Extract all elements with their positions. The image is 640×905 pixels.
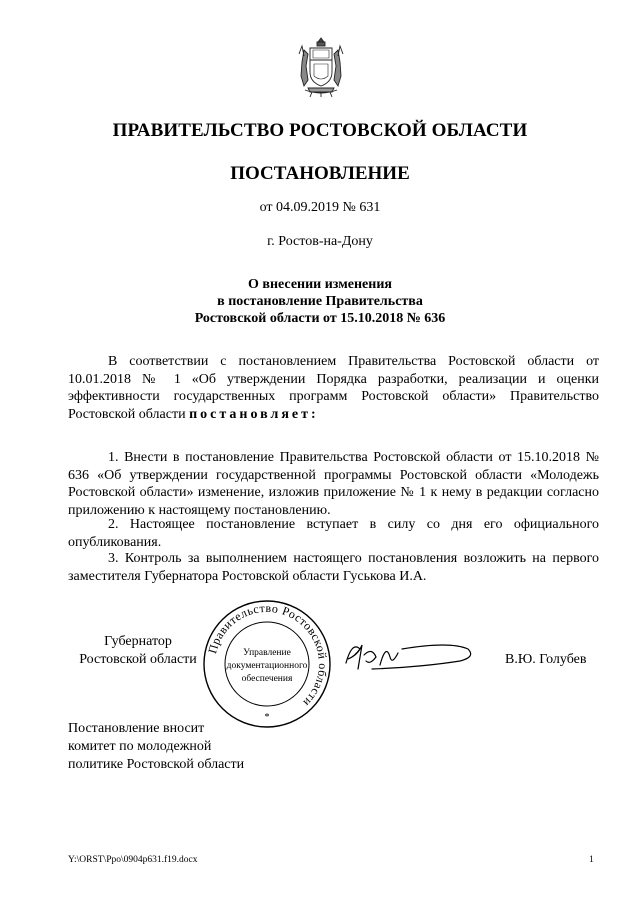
item-3-paragraph: 3. Контроль за выполнением настоящего постановления возложить на первого заместителя Губернатора Ростовской области Гуськова И.А. (68, 551, 599, 584)
organization-title: ПРАВИТЕЛЬСТВО РОСТОВСКОЙ ОБЛАСТИ (112, 120, 528, 141)
document-subject (0, 276, 640, 327)
signer-position (68, 633, 208, 669)
submitter-line-2: комитет по молодежной (68, 739, 212, 754)
seal-inner-line-3: обеспечения (241, 674, 293, 684)
submitter-line-1: Постановление вносит (68, 721, 205, 736)
subject-line-1: О внесении изменения (248, 277, 392, 292)
page-number: 1 (589, 855, 594, 865)
item-2-paragraph: 2. Настоящее постановление вступает в силу со дня его официального опубликования. (68, 517, 599, 550)
seal-outer-text: Правительство Ростовской области (205, 600, 331, 710)
document-city: г. Ростов-на-Дону (267, 234, 373, 249)
position-line-1: Губернатор (104, 634, 172, 649)
preamble-action: постановляет: (189, 406, 319, 422)
subject-line-2: в постановление Правительства (217, 294, 423, 309)
document-type: ПОСТАНОВЛЕНИЕ (230, 163, 410, 184)
seal-inner-line-1: Управление (243, 648, 291, 658)
item-1-paragraph: 1. Внести в постановление Правительства Ростовской области от 15.10.2018 № 636 «Об утверждении государственной программы Ростовской области «Молодежь Ростовской области» изменение, изложив приложение № 1 к нему в редакции согласно приложению к настоящему постановлению. (68, 450, 599, 518)
coat-of-arms-icon (296, 36, 346, 98)
svg-text:*: * (264, 712, 270, 723)
submitter-line-3: политике Ростовской области (68, 757, 245, 772)
preamble-paragraph (68, 353, 599, 423)
footer-file-path: Y:\ORST\Ppo\0904p631.f19.docx (68, 855, 198, 865)
document-date-number: от 04.09.2019 № 631 (259, 200, 381, 215)
submitter-note (68, 720, 244, 774)
preamble-text: В соответствии с постановлением Правительства Ростовской области от 10.01.2018 № 1 «Об утверждении Порядка разработки, реализации и оценки эффективности государственных программ Ростовской области» Правительство Ростовской области (68, 354, 599, 422)
handwritten-signature-icon (342, 635, 482, 675)
seal-inner-line-2: документационного (226, 661, 308, 671)
signer-name: В.Ю. Голубев (505, 652, 587, 667)
official-seal-icon (200, 597, 334, 731)
subject-line-3: Ростовской области от 15.10.2018 № 636 (194, 311, 446, 326)
position-line-2: Ростовской области (79, 652, 197, 667)
